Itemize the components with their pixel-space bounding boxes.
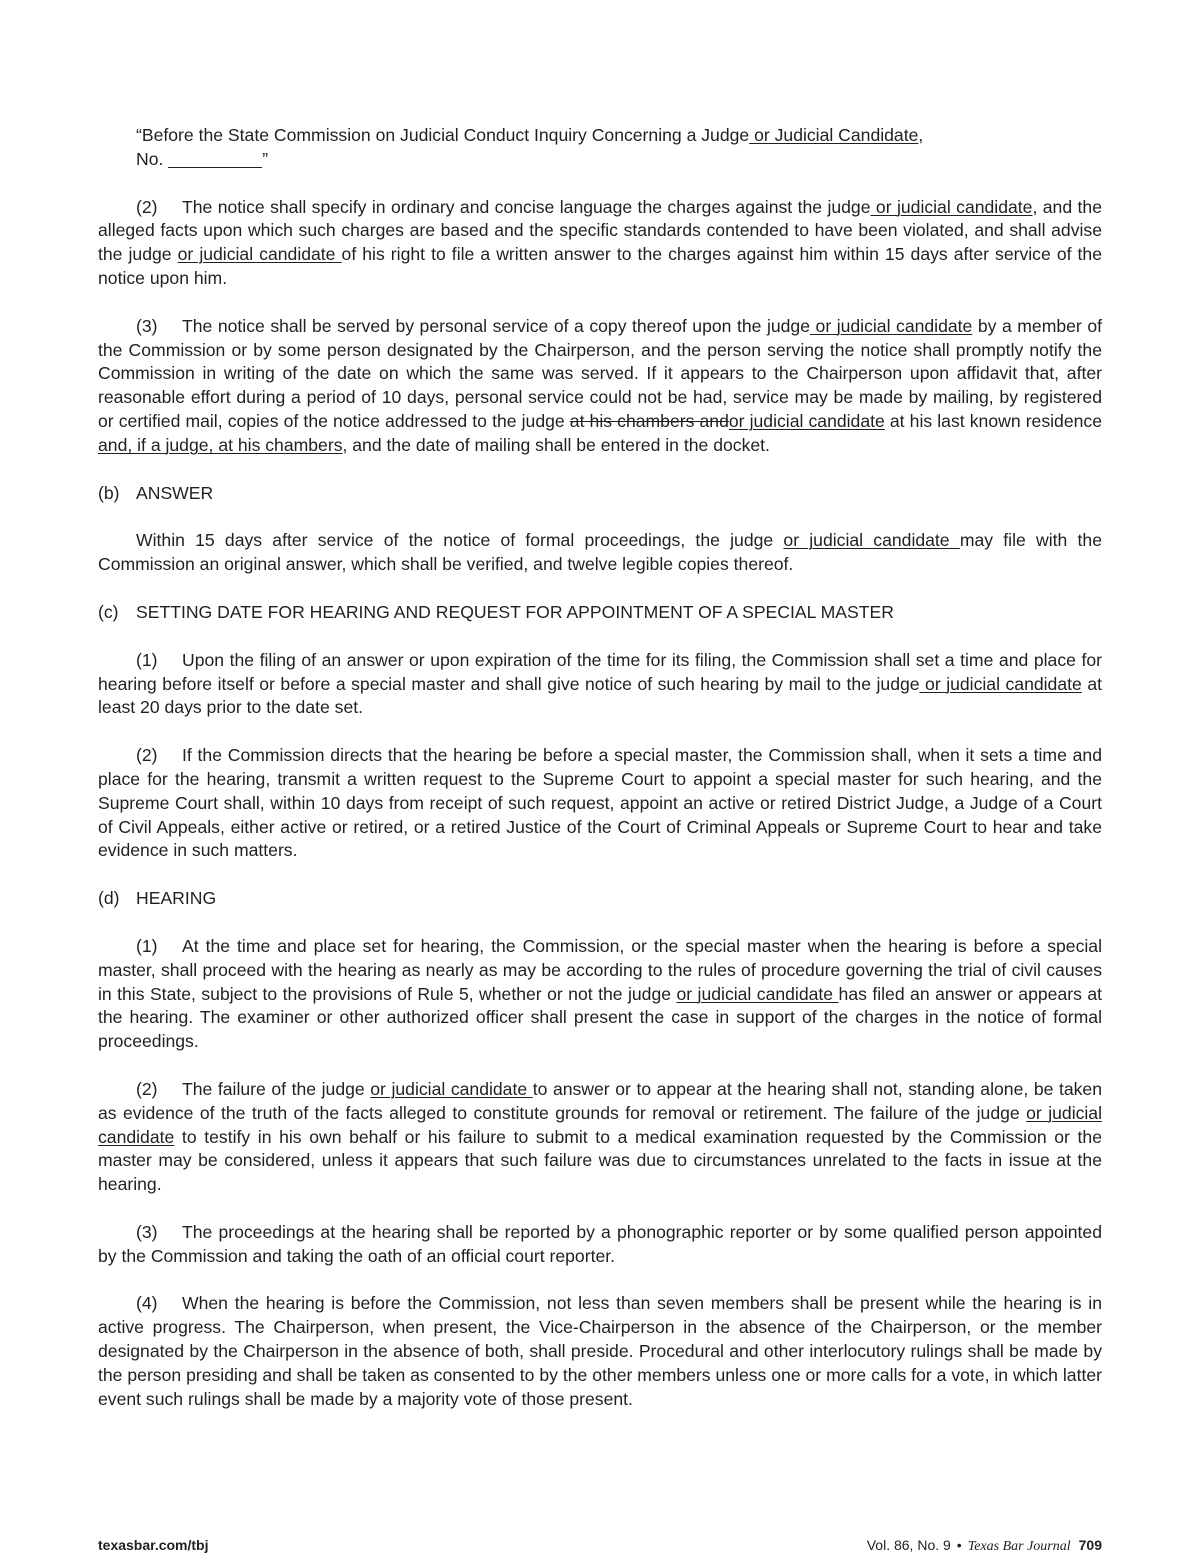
journal-title: Texas Bar Journal <box>967 1539 1071 1554</box>
paragraph-d4: (4) When the hearing is before the Commission, not less than seven members shall be present while the hearing is in active progress. The Chairperson, when present, the Vice-Chairperson in the absence of the Chairperson, or the member designated by the Chairperson in the absence of both, shall preside. Procedural and other interlocutory rulings shall be made by the person presiding and shall be taken as consented to by the other members unless one or more calls for a vote, in which latter event such rulings shall be made by a majority vote of those present. <box>98 1293 1102 1409</box>
blank-line <box>168 150 262 168</box>
footer-volume: Vol. 86, No. 9 <box>866 1537 951 1553</box>
inserted-text: or judicial candidate <box>810 315 973 336</box>
bullet-separator: • <box>956 1537 962 1553</box>
inserted-text: or judicial candidate <box>177 244 342 265</box>
footer-url[interactable]: texasbar.com/tbj <box>98 1537 209 1553</box>
section-heading-c: (c) SETTING DATE FOR HEARING AND REQUEST FOR APPOINTMENT OF A SPECIAL MASTER <box>98 601 894 622</box>
paragraph-c2: (2) If the Commission directs that the hearing be before a special master, the Commission shall, when it sets a time and place for the hearing, transmit a written request to the Supreme Court to appoint a special master for such hearing, and the Supreme Court shall, within 10 days from receipt of such request, appoint an active or retired District Judge, a Judge of a Court of Civil Appeals, either active or retired, or a retired Justice of the Court of Criminal Appeals or Supreme Court to hear and take evidence in such matters. <box>98 745 1102 861</box>
paragraph-a2: (2) The notice shall specify in ordinary and concise language the charges against the judge or judicial candidate, and the alleged facts upon which such charges are based and the specific standards contended to have been violated, and shall advise the judge or judicial candidate of his right to file a written answer to the charges against him within 15 days after service of the notice upon him. <box>98 196 1103 288</box>
inserted-text: or judicial candidate <box>870 196 1033 217</box>
inserted-text: or judicial candidate <box>676 983 839 1004</box>
inserted-text: or judicial candidate <box>370 1078 533 1099</box>
inserted-text: or judicial candidate <box>728 410 885 431</box>
paragraph-a3: (3) The notice shall be served by personal service of a copy thereof upon the judge or judicial candidate by a member of the Commission or by some person designated by the Chairperson, and the person serving the notice shall promptly notify the Commission in writing of the date on which the same was served. If it appears to the Chairperson upon affidavit that, after reasonable effort during a period of 10 days, personal service could not be had, service may be made by mailing, by registered or certified mail, copies of the notice addressed to the judge at his chambers andor judicial candidate at his last known residence and, if a judge, at his chambers, and the date of mailing shall be entered in the docket. <box>98 315 1102 455</box>
inserted-text: or judicial candidate <box>98 1102 1102 1147</box>
paragraph-d2: (2) The failure of the judge or judicial candidate to answer or to appear at the hearing shall not, standing alone, be taken as evidence of the truth of the facts alleged to constitute grounds for removal or retirement. The failure of the judge or judicial candidate to testify in his own behalf or his failure to submit to a medical examination requested by the Commission or the master may be considered, unless it appears that such failure was due to circumstances unrelated to the facts in issue at the hearing. <box>98 1078 1102 1195</box>
deleted-text: at his chambers and <box>569 410 729 431</box>
paragraph-b: Within 15 days after service of the notice of formal proceedings, the judge or judicial candidate may file with the Commission an original answer, which shall be verified, and twelve legible copies thereof. <box>98 530 1102 575</box>
paragraph-d3: (3) The proceedings at the hearing shall be reported by a phonographic reporter or by some qualified person appointed by the Commission and taking the oath of an official court reporter. <box>98 1221 1102 1266</box>
section-heading-d: (d) HEARING <box>98 888 217 909</box>
document-body <box>98 124 1102 1435</box>
inserted-text: or judicial candidate <box>919 673 1082 694</box>
paragraph-c1: (1) Upon the filing of an answer or upon expiration of the time for its filing, the Commission shall set a time and place for hearing before itself or before a special master and shall give notice of such hearing by mail to the judge or judicial candidate at least 20 days prior to the date set. <box>98 649 1102 718</box>
inserted-text: or Judicial Candidate <box>749 125 919 145</box>
caption-quote: “Before the State Commission on Judicial Conduct Inquiry Concerning a Judge or Judicial Candidate, No. ” <box>136 125 924 169</box>
inserted-text: or judicial candidate <box>783 530 960 551</box>
footer-citation <box>867 1537 1102 1555</box>
section-heading-b: (b) ANSWER <box>98 482 214 503</box>
inserted-text: and, if a judge, at his chambers <box>98 434 343 455</box>
paragraph-d1: (1) At the time and place set for hearing, the Commission, or the special master when the hearing is before a special master, shall proceed with the hearing as nearly as may be according to the rules of procedure governing the trial of civil causes in this State, subject to the provisions of Rule 5, whether or not the judge or judicial candidate has filed an answer or appears at the hearing. The examiner or other authorized officer shall present the case in support of the charges in the notice of formal proceedings. <box>98 935 1102 1052</box>
page-number: 709 <box>1078 1537 1102 1553</box>
